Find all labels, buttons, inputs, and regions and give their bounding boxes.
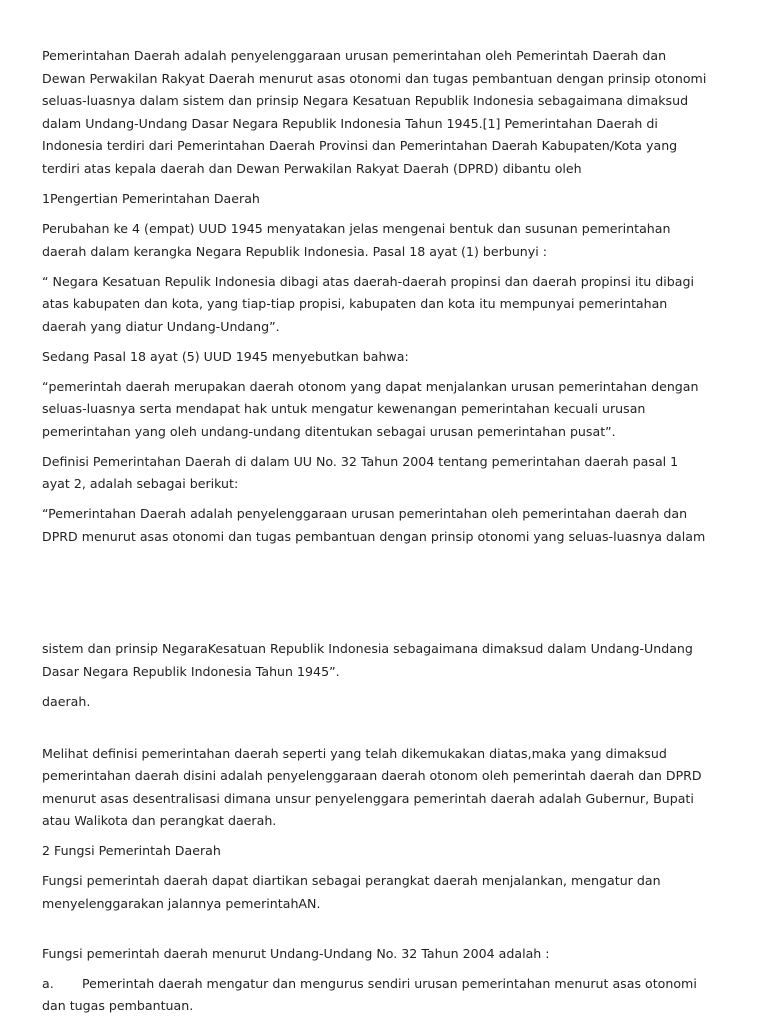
document-page	[42, 45, 742, 1025]
paragraph-melihat-definisi	[42, 743, 742, 833]
list-item-continuation	[42, 995, 742, 1018]
text-line: dan tugas pembantuan.	[42, 998, 194, 1014]
quote-definisi-part2	[42, 638, 742, 683]
text-line: atas kabupaten dan kota, yang tiap-tiap propisi, kabupaten dan kota itu mempunyai pemerintahan	[42, 296, 668, 312]
blank-line	[42, 923, 742, 943]
section-heading-fungsi: 2 Fungsi Pemerintah Daerah	[42, 843, 221, 859]
text-line: “Pemerintahan Daerah adalah penyelenggaraan urusan pemerintahan oleh pemerintahan daerah dan	[42, 506, 688, 522]
text-line: ayat 2, adalah sebagai berikut:	[42, 476, 239, 492]
paragraph-perubahan	[42, 218, 742, 263]
blank-line	[42, 721, 742, 743]
paragraph-pasal-18-ayat-5: Sedang Pasal 18 ayat (5) UUD 1945 menyebutkan bahwa:	[42, 348, 409, 364]
text-line: seluas-luasnya serta mendapat hak untuk mengatur kewenangan pemerintahan kecuali urusan	[42, 401, 646, 417]
text-line: Pemerintah daerah mengatur dan mengurus sendiri urusan pemerintahan menurut asas otonomi	[82, 975, 697, 991]
text-line: pemerintahan daerah disini adalah penyelenggaraan daerah otonom oleh pemerintah daerah dan DPRD	[42, 768, 702, 784]
text-line: “ Negara Kesatuan Repulik Indonesia dibagi atas daerah-daerah propinsi dan daerah propinsi itu dibagi	[42, 273, 694, 289]
page-gap	[42, 556, 742, 638]
list-marker: a.	[42, 975, 54, 991]
text-line: DPRD menurut asas otonomi dan tugas pembantuan dengan prinsip otonomi yang seluas-luasnya dalam	[42, 529, 706, 545]
text-line: “pemerintah daerah merupakan daerah otonom yang dapat menjalankan urusan pemerintahan dengan	[42, 378, 699, 394]
paragraph-daerah: daerah.	[42, 693, 91, 709]
text-line: dalam Undang-Undang Dasar Negara Republik Indonesia Tahun 1945.[1] Pemerintahan Daerah di	[42, 115, 658, 131]
section-heading-pengertian: 1Pengertian Pemerintahan Daerah	[42, 190, 260, 206]
text-line: Melihat definisi pemerintahan daerah seperti yang telah dikemukakan diatas,maka yang dimaksud	[42, 745, 667, 761]
text-line: sistem dan prinsip NegaraKesatuan Republik Indonesia sebagaimana dimaksud dalam Undang-Undang	[42, 641, 693, 656]
paragraph-fungsi-uu: Fungsi pemerintah daerah menurut Undang-Undang No. 32 Tahun 2004 adalah :	[42, 945, 550, 961]
text-line: seluas-luasnya dalam sistem dan prinsip Negara Kesatuan Republik Indonesia sebagaimana dimaksud	[42, 93, 689, 109]
text-line: Indonesia terdiri dari Pemerintahan Daerah Provinsi dan Pemerintahan Daerah Kabupaten/Kota yang	[42, 138, 678, 154]
text-line: Dasar Negara Republik Indonesia Tahun 1945”.	[42, 663, 340, 679]
paragraph-definisi	[42, 451, 742, 496]
text-line: pemerintahan yang oleh undang-undang ditentukan sebagai urusan pemerintahan pusat”.	[42, 423, 616, 439]
quote-pasal-18-ayat-5	[42, 376, 742, 444]
text-line: Fungsi pemerintah daerah dapat diartikan sebagai perangkat daerah menjalankan, mengatur dan	[42, 873, 661, 889]
text-line: Pemerintahan Daerah adalah penyelenggaraan urusan pemerintahan oleh Pemerintah Daerah dan	[42, 48, 667, 63]
quote-definisi-part1	[42, 503, 742, 548]
list-item	[42, 973, 742, 996]
paragraph-intro	[42, 45, 742, 181]
list-item-text	[82, 973, 697, 996]
text-line: atau Walikota dan perangkat daerah.	[42, 813, 277, 829]
paragraph-fungsi	[42, 870, 742, 915]
text-line: Dewan Perwakilan Rakyat Daerah menurut asas otonomi dan tugas pembantuan dengan prinsip otonomi	[42, 70, 707, 86]
quote-pasal-18-ayat-1	[42, 271, 742, 339]
text-line: daerah yang diatur Undang-Undang”.	[42, 318, 280, 334]
text-line: daerah dalam kerangka Negara Republik Indonesia. Pasal 18 ayat (1) berbunyi :	[42, 243, 547, 259]
text-line: menurut asas desentralisasi dimana unsur penyelenggara pemerintah daerah adalah Gubernur, Bupati	[42, 790, 694, 806]
text-line: menyelenggarakan jalannya pemerintahAN.	[42, 895, 321, 911]
text-line: Perubahan ke 4 (empat) UUD 1945 menyatakan jelas mengenai bentuk dan susunan pemerintahan	[42, 220, 671, 236]
text-line: terdiri atas kepala daerah dan Dewan Perwakilan Rakyat Daerah (DPRD) dibantu oleh	[42, 160, 582, 176]
text-line: Definisi Pemerintahan Daerah di dalam UU No. 32 Tahun 2004 tentang pemerintahan daerah pasal 1	[42, 453, 679, 469]
